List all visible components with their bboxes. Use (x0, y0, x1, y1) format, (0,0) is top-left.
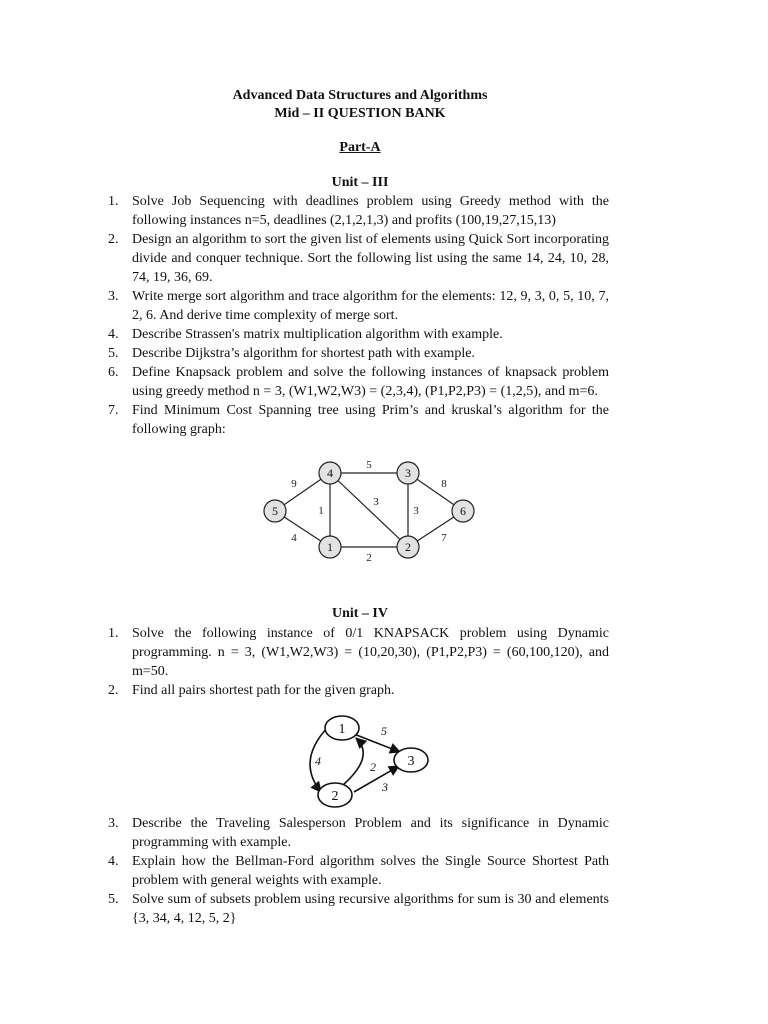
question-text: Describe Strassen's matrix multiplication algorithm with example. (132, 327, 503, 342)
edge-weight-label: 1 (318, 505, 324, 517)
node-label: 1 (338, 722, 346, 737)
question-item (108, 852, 609, 890)
question-number: 1. (108, 626, 119, 641)
question-item (108, 681, 609, 700)
unit-3-heading: Unit – III (331, 175, 389, 190)
mst-graph-diagram (255, 455, 485, 567)
question-item (108, 287, 609, 325)
node-label: 1 (327, 540, 333, 554)
edge-weight-label: 5 (366, 459, 372, 471)
question-number: 2. (108, 683, 119, 698)
question-text: Solve sum of subsets problem using recursive algorithms for sum is 30 and elements {3, 34, 4, 12, 5, 2} (132, 892, 609, 926)
edge-weight-label: 3 (373, 496, 379, 508)
edge-weight-label: 7 (441, 532, 447, 544)
unit-4-question-list-a (108, 624, 609, 700)
graph-edge-4-2 (330, 473, 408, 547)
question-number: 3. (108, 289, 119, 304)
question-item (108, 325, 609, 344)
edge-weight-label: 9 (291, 478, 297, 490)
question-text: Find all pairs shortest path for the given graph. (132, 683, 395, 698)
question-item (108, 230, 609, 287)
question-number: 5. (108, 346, 119, 361)
document-header (0, 87, 720, 123)
node-label: 4 (327, 466, 333, 480)
question-text: Explain how the Bellman-Ford algorithm solves the Single Source Shortest Path problem with general weights with example. (132, 854, 609, 888)
unit-4-question-list-b (108, 814, 609, 928)
document-subtitle: Mid – II QUESTION BANK (274, 106, 446, 121)
question-text: Find Minimum Cost Spanning tree using Prim’s and kruskal’s algorithm for the following graph: (132, 403, 609, 437)
node-label: 3 (405, 466, 411, 480)
edge-weight-label: 2 (370, 760, 376, 774)
edge-weight-label: 4 (291, 532, 297, 544)
directed-edge-2-3 (354, 766, 399, 792)
question-number: 4. (108, 327, 119, 342)
node-label: 2 (331, 789, 339, 804)
question-text: Solve Job Sequencing with deadlines problem using Greedy method with the following instances n=5, deadlines (2,1,2,1,3) and profits (100,19,27,15,13) (132, 194, 609, 228)
question-item (108, 814, 609, 852)
question-text: Define Knapsack problem and solve the following instances of knapsack problem using greedy method n = 3, (W1,W2,W3) = (2,3,4), (P1,P2,P3) = (1,2,5), and m=6. (132, 365, 609, 399)
question-text: Design an algorithm to sort the given list of elements using Quick Sort incorporating divide and conquer technique. Sort the following list using the same 14, 24, 10, 28, 74, 19, 36, 69. (132, 232, 609, 285)
node-label: 2 (405, 540, 411, 554)
question-item (108, 192, 609, 230)
question-item (108, 401, 609, 439)
directed-edge-2-1 (344, 738, 363, 784)
question-number: 5. (108, 892, 119, 907)
question-text: Solve the following instance of 0/1 KNAPSACK problem using Dynamic programming. n = 3, (W1,W2,W3) = (10,20,30), (P1,P2,P3) = (60,100,120), and m=50. (132, 626, 609, 679)
question-number: 4. (108, 854, 119, 869)
question-number: 2. (108, 232, 119, 247)
question-text: Describe Dijkstra’s algorithm for shortest path with example. (132, 346, 475, 361)
edge-weight-label: 2 (366, 552, 372, 564)
question-item (108, 344, 609, 363)
edge-weight-label: 3 (413, 505, 419, 517)
part-heading: Part-A (339, 140, 381, 155)
edge-weight-label: 4 (315, 754, 321, 768)
question-number: 3. (108, 816, 119, 831)
question-number: 7. (108, 403, 119, 418)
question-item (108, 363, 609, 401)
document-title: Advanced Data Structures and Algorithms (232, 88, 488, 103)
all-pairs-graph-diagram (300, 708, 435, 813)
unit-3-question-list (108, 192, 609, 439)
question-number: 1. (108, 194, 119, 209)
node-label: 3 (407, 754, 415, 769)
question-item (108, 890, 609, 928)
question-text: Write merge sort algorithm and trace algorithm for the elements: 12, 9, 3, 0, 5, 10, 7, 2, 6. And derive time complexity of merge sort. (132, 289, 609, 323)
edge-weight-label: 5 (381, 724, 387, 738)
edge-weight-label: 8 (441, 478, 447, 490)
question-item (108, 624, 609, 681)
question-number: 6. (108, 365, 119, 380)
node-label: 6 (460, 504, 466, 518)
question-text: Describe the Traveling Salesperson Problem and its significance in Dynamic programming with example. (132, 816, 609, 850)
unit-4-heading: Unit – IV (331, 606, 388, 621)
node-label: 5 (272, 504, 278, 518)
edge-weight-label: 3 (382, 780, 388, 794)
